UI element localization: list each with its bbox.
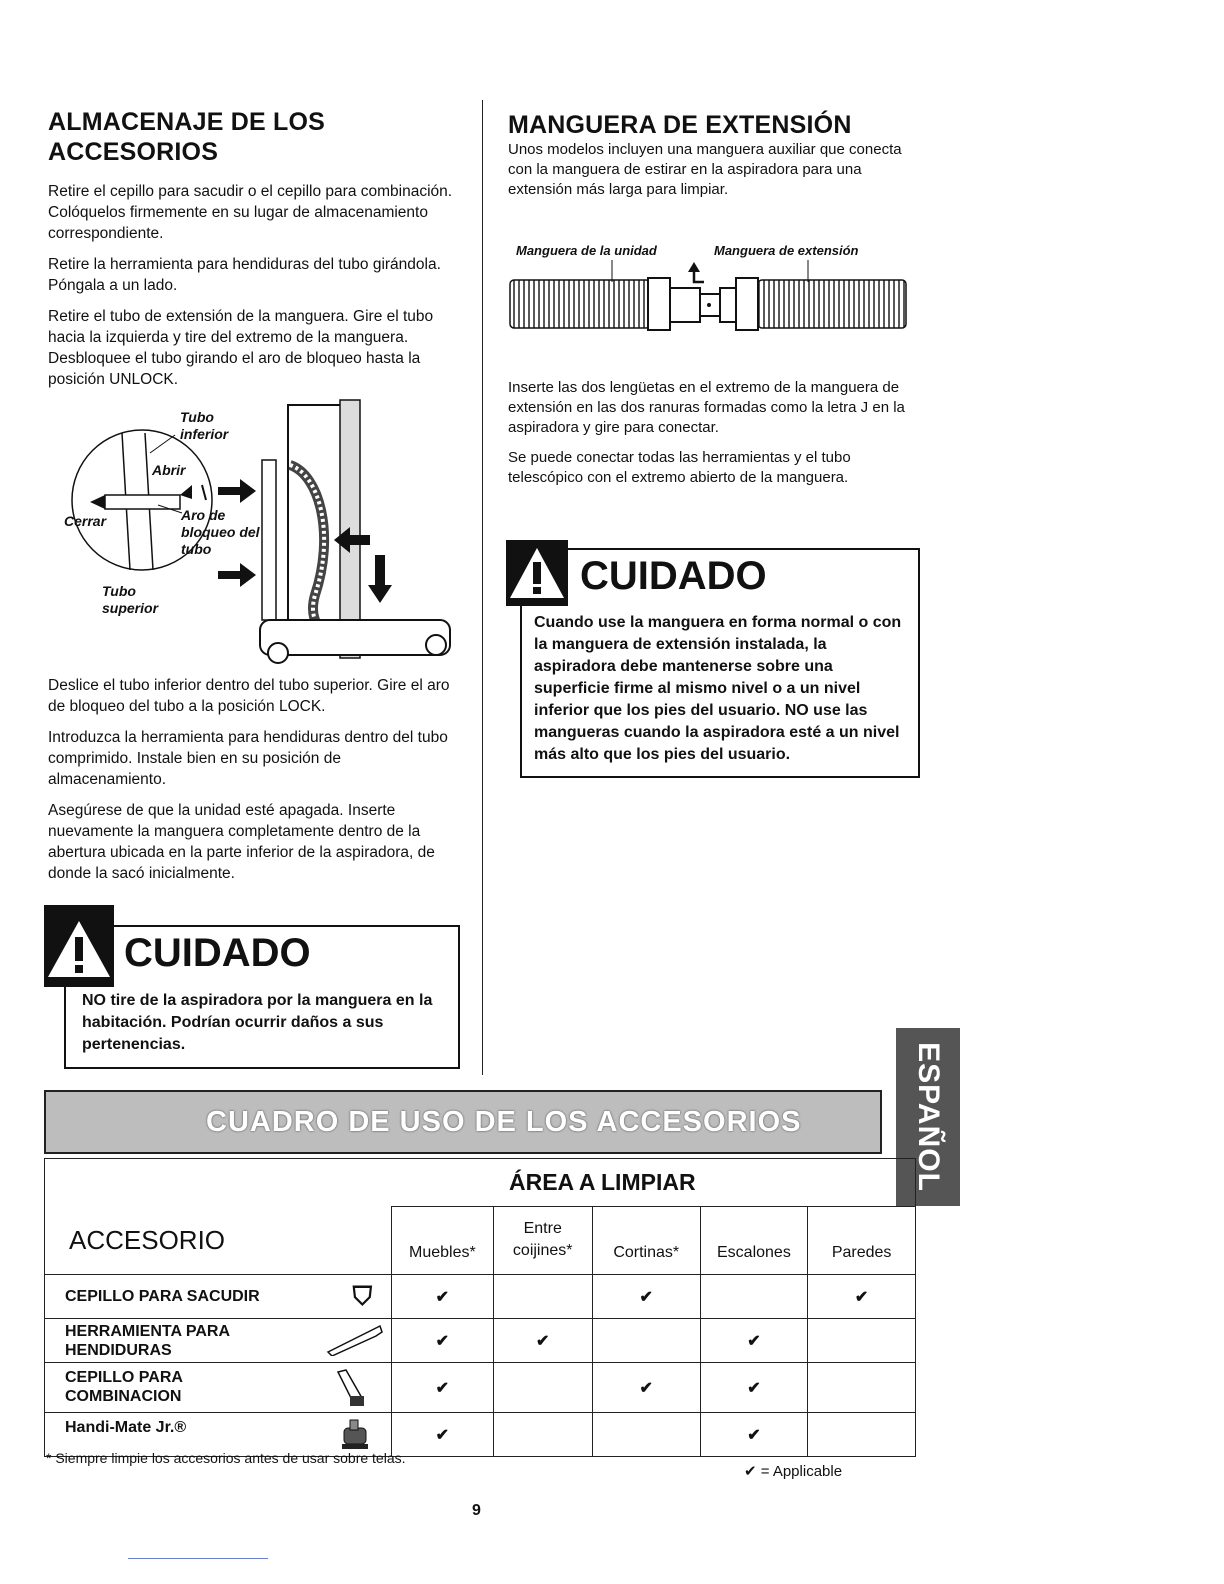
right-warning-title: CUIDADO xyxy=(580,554,767,598)
warning-triangle-icon xyxy=(46,919,112,981)
right-column-lower xyxy=(508,378,928,498)
col-header: Muebles* xyxy=(392,1207,493,1275)
label-tubo-inferior: Tubo inferior xyxy=(180,409,229,442)
accessory-name xyxy=(45,1319,392,1363)
accessory-name-text: CEPILLO PARA SACUDIR xyxy=(65,1288,260,1305)
side-tab-label: ESPAÑOL xyxy=(912,1042,945,1192)
left-column xyxy=(48,107,456,400)
accessory-name-text: HERRAMIENTA PARA HENDIDURAS xyxy=(65,1322,230,1359)
table-cell xyxy=(592,1413,700,1457)
storage-paragraph-1: Retire el cepillo para sacudir o el cepillo para combinación. Colóquelos firmemente en su lugar de almacenamiento correspondiente. xyxy=(48,183,453,242)
storage-heading: ALMACENAJE DE LOS ACCESORIOS xyxy=(48,108,326,166)
accessory-header-label: ACCESORIO xyxy=(69,1224,226,1255)
table-cell xyxy=(808,1319,916,1363)
left-warning-title: CUIDADO xyxy=(124,931,311,975)
table-cell: ✔ xyxy=(493,1319,592,1363)
accessory-name xyxy=(45,1363,392,1413)
bottom-rule xyxy=(128,1558,268,1559)
extension-paragraph-2: Se puede conectar todas las herramientas y el tubo telescópico con el extremo abierto de la manguera. xyxy=(508,449,851,486)
page-number: 9 xyxy=(472,1502,481,1519)
table-cell xyxy=(493,1363,592,1413)
col-header: Paredes xyxy=(808,1207,916,1275)
handi-mate-icon xyxy=(338,1418,372,1452)
table-cell: ✔ xyxy=(392,1413,493,1457)
left-column-lower xyxy=(48,675,456,894)
label-cerrar: Cerrar xyxy=(64,513,107,529)
footnote: * Siempre limpie los accesorios antes de usar sobre telas. xyxy=(46,1450,406,1466)
right-warning-text: Cuando use la manguera en forma normal o con la manguera de extensión instalada, la aspiradora debe mantenerse sobre una superficie firme al mismo nivel o a un nivel inferior que los pies del usuario. NO use las mangueras cuando la aspiradora esté a un nivel más alto que los pies del usuario. xyxy=(534,614,902,763)
table-cell xyxy=(808,1363,916,1413)
table-cell xyxy=(808,1413,916,1457)
combination-brush-icon xyxy=(332,1368,368,1408)
accessory-name-text: Handi-Mate Jr.® xyxy=(65,1418,187,1436)
left-warning xyxy=(44,905,460,1070)
accessory-name xyxy=(45,1275,392,1319)
tube-lock-figure xyxy=(50,395,460,670)
label-aro-bloqueo: Aro de bloqueo del tubo xyxy=(181,507,260,557)
col-header: Escalones xyxy=(700,1207,808,1275)
table-cell: ✔ xyxy=(392,1275,493,1319)
table-cell: ✔ xyxy=(700,1413,808,1457)
area-header xyxy=(45,1159,916,1207)
usage-table-wrap xyxy=(44,1158,916,1457)
extension-paragraph-1: Inserte las dos lengüetas en el extremo de la manguera de extensión en las dos ranuras formadas como la letra J en la aspiradora y gire para conectar. xyxy=(508,379,905,436)
label-manguera-unidad: Manguera de la unidad xyxy=(516,243,657,258)
table-cell: ✔ xyxy=(808,1275,916,1319)
table-cell xyxy=(493,1413,592,1457)
storage-paragraph-4: Deslice el tubo inferior dentro del tubo superior. Gire el aro de bloqueo del tubo a la posición LOCK. xyxy=(48,677,450,715)
column-divider xyxy=(482,100,483,1075)
crevice-tool-icon xyxy=(324,1322,384,1356)
area-header-label: ÁREA A LIMPIAR xyxy=(509,1169,696,1195)
right-column xyxy=(508,110,928,210)
table-row xyxy=(45,1319,916,1363)
warning-triangle-icon xyxy=(508,546,566,602)
label-tubo-superior: Tubo superior xyxy=(102,583,159,616)
table-cell: ✔ xyxy=(392,1363,493,1413)
col-header: Cortinas* xyxy=(592,1207,700,1275)
hose-figure xyxy=(508,240,928,340)
table-cell: ✔ xyxy=(592,1363,700,1413)
table-row xyxy=(45,1363,916,1413)
hose-illustration xyxy=(508,260,928,340)
label-abrir: Abrir xyxy=(152,462,186,478)
dusting-brush-icon: ⛉ xyxy=(352,1281,373,1311)
table-cell: ✔ xyxy=(392,1319,493,1363)
storage-paragraph-5: Introduzca la herramienta para hendiduras dentro del tubo comprimido. Instale bien en su posición de almacenamiento. xyxy=(48,729,448,788)
table-cell: ✔ xyxy=(700,1319,808,1363)
extension-heading: MANGUERA DE EXTENSIÓN xyxy=(508,111,852,139)
chart-banner-title: CUADRO DE USO DE LOS ACCESORIOS xyxy=(206,1106,802,1138)
usage-table xyxy=(44,1158,916,1457)
storage-paragraph-2: Retire la herramienta para hendiduras del tubo girándola. Póngala a un lado. xyxy=(48,256,441,294)
col-header: Entre coijines* xyxy=(493,1207,592,1275)
table-cell: ✔ xyxy=(700,1363,808,1413)
table-cell xyxy=(592,1319,700,1363)
accessory-name-text: CEPILLO PARA COMBINACION xyxy=(65,1368,183,1405)
table-cell: ✔ xyxy=(592,1275,700,1319)
legend: ✔ = Applicable xyxy=(744,1463,843,1480)
right-warning xyxy=(506,540,918,778)
label-manguera-extension: Manguera de extensión xyxy=(714,243,859,258)
chart-banner xyxy=(44,1090,882,1154)
table-cell xyxy=(700,1275,808,1319)
table-cell xyxy=(493,1275,592,1319)
table-row xyxy=(45,1275,916,1319)
storage-paragraph-3: Retire el tubo de extensión de la manguera. Gire el tubo hacia la izquierda y tire del extremo de la manguera. Desbloquee el tubo girando el aro de bloqueo hasta la posición UNLOCK. xyxy=(48,308,434,388)
extension-intro: Unos modelos incluyen una manguera auxiliar que conecta con la manguera de estirar en la aspiradora para una extensión más larga para limpiar. xyxy=(508,141,902,198)
left-warning-text: NO tire de la aspiradora por la manguera en la habitación. Podrían ocurrir daños a sus pertenencias. xyxy=(82,992,433,1053)
accessory-header xyxy=(45,1207,392,1275)
storage-paragraph-6: Asegúrese de que la unidad esté apagada. Inserte nuevamente la manguera completamente dentro de la abertura ubicada en la parte inferior de la aspiradora, de donde la sacó inicialmente. xyxy=(48,802,435,882)
